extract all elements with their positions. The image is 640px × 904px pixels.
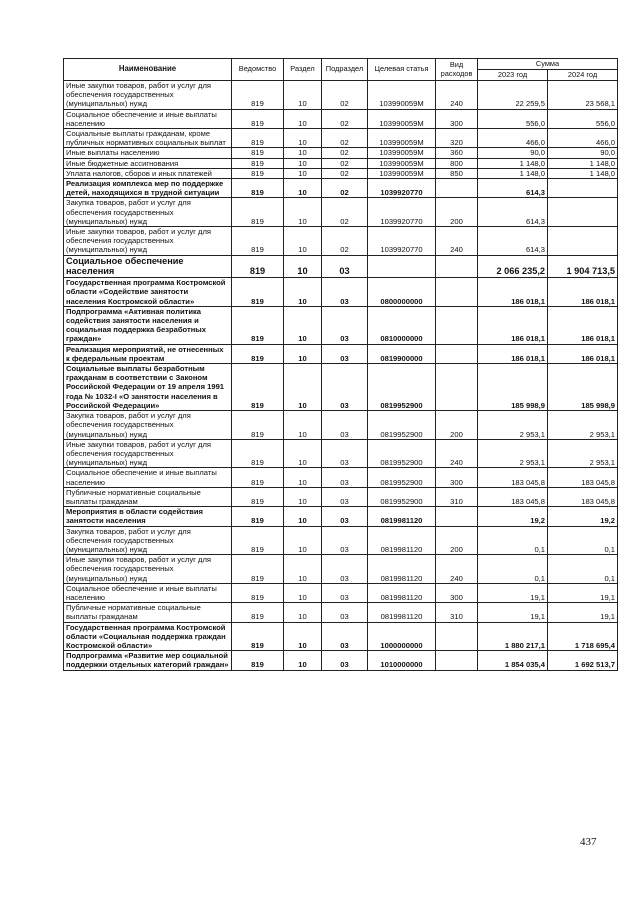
row-podrazdel: 02 — [322, 168, 368, 178]
row-razdel: 10 — [284, 109, 322, 128]
row-target-article: 103990059М — [368, 158, 436, 168]
header-year-2024: 2024 год — [548, 70, 618, 81]
row-sum-2023: 614,3 — [478, 179, 548, 198]
table-row — [64, 364, 618, 411]
row-expense-type: 300 — [436, 583, 478, 602]
row-sum-2024: 2 953,1 — [548, 439, 618, 468]
row-razdel: 10 — [284, 583, 322, 602]
row-expense-type — [436, 306, 478, 344]
row-vedomstvo: 819 — [232, 507, 284, 526]
row-expense-type: 360 — [436, 148, 478, 158]
row-target-article: 0810000000 — [368, 306, 436, 344]
row-sum-2023: 186 018,1 — [478, 278, 548, 307]
row-sum-2023: 2 066 235,2 — [478, 255, 548, 278]
row-target-article: 0819952900 — [368, 364, 436, 411]
row-podrazdel: 03 — [322, 439, 368, 468]
table-body — [64, 81, 618, 671]
table-row — [64, 651, 618, 670]
row-name: Закупка товаров, работ и услуг для обеспечения государственных (муниципальных) нужд — [64, 198, 232, 227]
row-sum-2023: 1 854 035,4 — [478, 651, 548, 670]
table-row — [64, 109, 618, 128]
row-vedomstvo: 819 — [232, 622, 284, 651]
row-podrazdel: 03 — [322, 622, 368, 651]
row-razdel: 10 — [284, 148, 322, 158]
row-expense-type — [436, 507, 478, 526]
row-target-article: 0819981120 — [368, 583, 436, 602]
row-target-article: 0819952900 — [368, 487, 436, 506]
row-target-article: 1000000000 — [368, 622, 436, 651]
row-vedomstvo: 819 — [232, 603, 284, 622]
row-razdel: 10 — [284, 622, 322, 651]
row-name: Социальное обеспечение и иные выплаты населению — [64, 468, 232, 487]
row-name: Закупка товаров, работ и услуг для обеспечения государственных (муниципальных) нужд — [64, 411, 232, 440]
row-razdel: 10 — [284, 158, 322, 168]
row-sum-2024: 1 904 713,5 — [548, 255, 618, 278]
row-podrazdel: 02 — [322, 129, 368, 148]
budget-table — [63, 58, 618, 671]
row-sum-2023: 1 148,0 — [478, 168, 548, 178]
row-podrazdel: 03 — [322, 411, 368, 440]
row-podrazdel: 03 — [322, 603, 368, 622]
header-year-2023: 2023 год — [478, 70, 548, 81]
row-sum-2023: 186 018,1 — [478, 344, 548, 363]
row-target-article: 1010000000 — [368, 651, 436, 670]
row-sum-2023: 0,1 — [478, 526, 548, 555]
row-expense-type: 800 — [436, 158, 478, 168]
row-razdel: 10 — [284, 439, 322, 468]
row-podrazdel: 03 — [322, 344, 368, 363]
row-name: Социальное обеспечение и иные выплаты населению — [64, 583, 232, 602]
table-row — [64, 278, 618, 307]
row-sum-2023: 185 998,9 — [478, 364, 548, 411]
row-name: Иные закупки товаров, работ и услуг для обеспечения государственных (муниципальных) нужд — [64, 81, 232, 110]
row-razdel: 10 — [284, 344, 322, 363]
row-sum-2023: 19,1 — [478, 603, 548, 622]
row-expense-type: 320 — [436, 129, 478, 148]
row-sum-2024: 1 718 695,4 — [548, 622, 618, 651]
row-sum-2023: 183 045,8 — [478, 487, 548, 506]
row-expense-type: 240 — [436, 227, 478, 256]
row-sum-2024: 0,1 — [548, 526, 618, 555]
row-vedomstvo: 819 — [232, 81, 284, 110]
row-name: Иные закупки товаров, работ и услуг для обеспечения государственных (муниципальных) нужд — [64, 439, 232, 468]
row-sum-2024: 186 018,1 — [548, 306, 618, 344]
table-row — [64, 255, 618, 278]
row-sum-2024: 2 953,1 — [548, 411, 618, 440]
row-name: Иные закупки товаров, работ и услуг для обеспечения государственных (муниципальных) нужд — [64, 227, 232, 256]
row-expense-type: 200 — [436, 411, 478, 440]
row-name: Реализация комплекса мер по поддержке детей, находящихся в трудной ситуации — [64, 179, 232, 198]
row-sum-2024: 19,2 — [548, 507, 618, 526]
table-row — [64, 622, 618, 651]
table-row — [64, 555, 618, 584]
row-sum-2024: 466,0 — [548, 129, 618, 148]
row-target-article: 0819981120 — [368, 526, 436, 555]
row-razdel: 10 — [284, 81, 322, 110]
row-sum-2024: 1 692 513,7 — [548, 651, 618, 670]
header-summa: Сумма — [478, 59, 618, 70]
row-name: Публичные нормативные социальные выплаты гражданам — [64, 603, 232, 622]
row-podrazdel: 03 — [322, 651, 368, 670]
row-sum-2023: 1 148,0 — [478, 158, 548, 168]
table-row — [64, 198, 618, 227]
row-sum-2023: 22 259,5 — [478, 81, 548, 110]
table-row — [64, 179, 618, 198]
row-expense-type — [436, 255, 478, 278]
row-vedomstvo: 819 — [232, 651, 284, 670]
row-sum-2023: 183 045,8 — [478, 468, 548, 487]
row-vedomstvo: 819 — [232, 306, 284, 344]
row-vedomstvo: 819 — [232, 109, 284, 128]
row-podrazdel: 02 — [322, 109, 368, 128]
header-expense-type: Вид расходов — [436, 59, 478, 81]
row-razdel: 10 — [284, 278, 322, 307]
row-sum-2024: 186 018,1 — [548, 344, 618, 363]
row-podrazdel: 02 — [322, 148, 368, 158]
row-expense-type: 850 — [436, 168, 478, 178]
row-expense-type — [436, 278, 478, 307]
row-vedomstvo: 819 — [232, 411, 284, 440]
row-name: Закупка товаров, работ и услуг для обеспечения государственных (муниципальных) нужд — [64, 526, 232, 555]
row-sum-2024: 90,0 — [548, 148, 618, 158]
row-expense-type: 310 — [436, 603, 478, 622]
row-podrazdel: 03 — [322, 487, 368, 506]
row-podrazdel: 02 — [322, 179, 368, 198]
row-sum-2023: 466,0 — [478, 129, 548, 148]
row-sum-2023: 1 880 217,1 — [478, 622, 548, 651]
row-podrazdel: 03 — [322, 555, 368, 584]
row-sum-2023: 614,3 — [478, 227, 548, 256]
row-razdel: 10 — [284, 651, 322, 670]
row-podrazdel: 03 — [322, 255, 368, 278]
row-vedomstvo: 819 — [232, 129, 284, 148]
row-podrazdel: 02 — [322, 158, 368, 168]
row-target-article: 0819981120 — [368, 555, 436, 584]
row-vedomstvo: 819 — [232, 468, 284, 487]
row-vedomstvo: 819 — [232, 487, 284, 506]
row-sum-2023: 614,3 — [478, 198, 548, 227]
table-row — [64, 411, 618, 440]
row-vedomstvo: 819 — [232, 198, 284, 227]
row-target-article: 0819952900 — [368, 439, 436, 468]
row-podrazdel: 03 — [322, 468, 368, 487]
row-vedomstvo: 819 — [232, 555, 284, 584]
row-razdel: 10 — [284, 468, 322, 487]
row-razdel: 10 — [284, 487, 322, 506]
row-target-article: 103990059М — [368, 129, 436, 148]
budget-table-sheet — [63, 58, 617, 671]
row-vedomstvo: 819 — [232, 583, 284, 602]
row-target-article: 0819900000 — [368, 344, 436, 363]
table-row — [64, 227, 618, 256]
header-podrazdel: Подраздел — [322, 59, 368, 81]
row-razdel: 10 — [284, 168, 322, 178]
row-name: Государственная программа Костромской области «Содействие занятости населения Костромской области» — [64, 278, 232, 307]
table-row — [64, 148, 618, 158]
row-target-article: 103990059М — [368, 168, 436, 178]
row-razdel: 10 — [284, 411, 322, 440]
row-sum-2024: 23 568,1 — [548, 81, 618, 110]
row-razdel: 10 — [284, 306, 322, 344]
header-name: Наименование — [64, 59, 232, 81]
page-number: 437 — [580, 836, 597, 848]
table-row — [64, 81, 618, 110]
table-row — [64, 344, 618, 363]
row-name: Мероприятия в области содействия занятости населения — [64, 507, 232, 526]
row-expense-type: 240 — [436, 81, 478, 110]
table-row — [64, 487, 618, 506]
row-sum-2024: 183 045,8 — [548, 468, 618, 487]
row-vedomstvo: 819 — [232, 158, 284, 168]
row-razdel: 10 — [284, 555, 322, 584]
row-razdel: 10 — [284, 364, 322, 411]
table-row — [64, 603, 618, 622]
row-target-article: 0819952900 — [368, 468, 436, 487]
row-target-article: 103990059М — [368, 81, 436, 110]
row-name: Иные бюджетные ассигнования — [64, 158, 232, 168]
row-razdel: 10 — [284, 526, 322, 555]
row-target-article: 0819981120 — [368, 507, 436, 526]
row-sum-2024: 185 998,9 — [548, 364, 618, 411]
row-expense-type — [436, 179, 478, 198]
table-row — [64, 158, 618, 168]
table-row — [64, 168, 618, 178]
row-target-article: 0819952900 — [368, 411, 436, 440]
table-row — [64, 507, 618, 526]
row-razdel: 10 — [284, 507, 322, 526]
table-row — [64, 129, 618, 148]
row-sum-2024: 1 148,0 — [548, 168, 618, 178]
row-target-article: 0819981120 — [368, 603, 436, 622]
row-razdel: 10 — [284, 198, 322, 227]
row-name: Социальные выплаты безработным гражданам в соответствии с Законом Российской Федерации от 19 апреля 1991 года № 1032-I «О занятости населения в Российской Федерации» — [64, 364, 232, 411]
row-sum-2024: 556,0 — [548, 109, 618, 128]
row-name: Государственная программа Костромской области «Социальная поддержка граждан Костромской области» — [64, 622, 232, 651]
row-target-article: 103990059М — [368, 109, 436, 128]
table-row — [64, 526, 618, 555]
row-expense-type: 300 — [436, 109, 478, 128]
row-vedomstvo: 819 — [232, 148, 284, 158]
row-expense-type — [436, 344, 478, 363]
row-vedomstvo: 819 — [232, 344, 284, 363]
table-row — [64, 583, 618, 602]
row-vedomstvo: 819 — [232, 278, 284, 307]
row-podrazdel: 03 — [322, 364, 368, 411]
row-sum-2023: 0,1 — [478, 555, 548, 584]
row-sum-2023: 90,0 — [478, 148, 548, 158]
row-vedomstvo: 819 — [232, 439, 284, 468]
row-razdel: 10 — [284, 129, 322, 148]
row-podrazdel: 03 — [322, 583, 368, 602]
row-name: Реализация мероприятий, не отнесенных к федеральным проектам — [64, 344, 232, 363]
row-sum-2024: 183 045,8 — [548, 487, 618, 506]
row-target-article — [368, 255, 436, 278]
row-vedomstvo: 819 — [232, 168, 284, 178]
row-sum-2024 — [548, 198, 618, 227]
row-name: Иные закупки товаров, работ и услуг для обеспечения государственных (муниципальных) нужд — [64, 555, 232, 584]
row-sum-2023: 556,0 — [478, 109, 548, 128]
row-sum-2024 — [548, 179, 618, 198]
row-sum-2023: 2 953,1 — [478, 411, 548, 440]
row-podrazdel: 02 — [322, 81, 368, 110]
row-expense-type: 200 — [436, 526, 478, 555]
row-podrazdel: 03 — [322, 507, 368, 526]
header-razdel: Раздел — [284, 59, 322, 81]
row-expense-type: 200 — [436, 198, 478, 227]
row-vedomstvo: 819 — [232, 526, 284, 555]
row-expense-type: 310 — [436, 487, 478, 506]
row-podrazdel: 02 — [322, 198, 368, 227]
row-name: Социальные выплаты гражданам, кроме публичных нормативных социальных выплат — [64, 129, 232, 148]
row-expense-type: 300 — [436, 468, 478, 487]
row-expense-type — [436, 364, 478, 411]
row-podrazdel: 02 — [322, 227, 368, 256]
row-podrazdel: 03 — [322, 306, 368, 344]
row-vedomstvo: 819 — [232, 255, 284, 278]
row-name: Уплата налогов, сборов и иных платежей — [64, 168, 232, 178]
row-razdel: 10 — [284, 227, 322, 256]
row-razdel: 10 — [284, 179, 322, 198]
row-sum-2024: 19,1 — [548, 603, 618, 622]
row-target-article: 1039920770 — [368, 198, 436, 227]
row-target-article: 103990059М — [368, 148, 436, 158]
row-expense-type — [436, 622, 478, 651]
row-sum-2024 — [548, 227, 618, 256]
row-name: Публичные нормативные социальные выплаты гражданам — [64, 487, 232, 506]
row-vedomstvo: 819 — [232, 227, 284, 256]
row-expense-type: 240 — [436, 555, 478, 584]
row-razdel: 10 — [284, 603, 322, 622]
row-name: Подпрограмма «Активная политика содействия занятости населения и социальная поддержка безработных граждан» — [64, 306, 232, 344]
row-podrazdel: 03 — [322, 526, 368, 555]
row-expense-type: 240 — [436, 439, 478, 468]
table-row — [64, 439, 618, 468]
row-vedomstvo: 819 — [232, 179, 284, 198]
row-podrazdel: 03 — [322, 278, 368, 307]
row-name: Подпрограмма «Развитие мер социальной поддержки отдельных категорий граждан» — [64, 651, 232, 670]
row-sum-2024: 1 148,0 — [548, 158, 618, 168]
row-name: Социальное обеспечение населения — [64, 255, 232, 278]
row-sum-2024: 19,1 — [548, 583, 618, 602]
row-sum-2024: 0,1 — [548, 555, 618, 584]
row-target-article: 1039920770 — [368, 227, 436, 256]
header-target-article: Целевая статья — [368, 59, 436, 81]
header-vedomstvo: Ведомство — [232, 59, 284, 81]
table-row — [64, 306, 618, 344]
row-razdel: 10 — [284, 255, 322, 278]
row-sum-2023: 186 018,1 — [478, 306, 548, 344]
row-expense-type — [436, 651, 478, 670]
row-vedomstvo: 819 — [232, 364, 284, 411]
row-sum-2023: 19,1 — [478, 583, 548, 602]
row-target-article: 1039920770 — [368, 179, 436, 198]
row-name: Иные выплаты населению — [64, 148, 232, 158]
row-sum-2023: 19,2 — [478, 507, 548, 526]
row-name: Социальное обеспечение и иные выплаты населению — [64, 109, 232, 128]
row-target-article: 0800000000 — [368, 278, 436, 307]
table-row — [64, 468, 618, 487]
row-sum-2024: 186 018,1 — [548, 278, 618, 307]
row-sum-2023: 2 953,1 — [478, 439, 548, 468]
